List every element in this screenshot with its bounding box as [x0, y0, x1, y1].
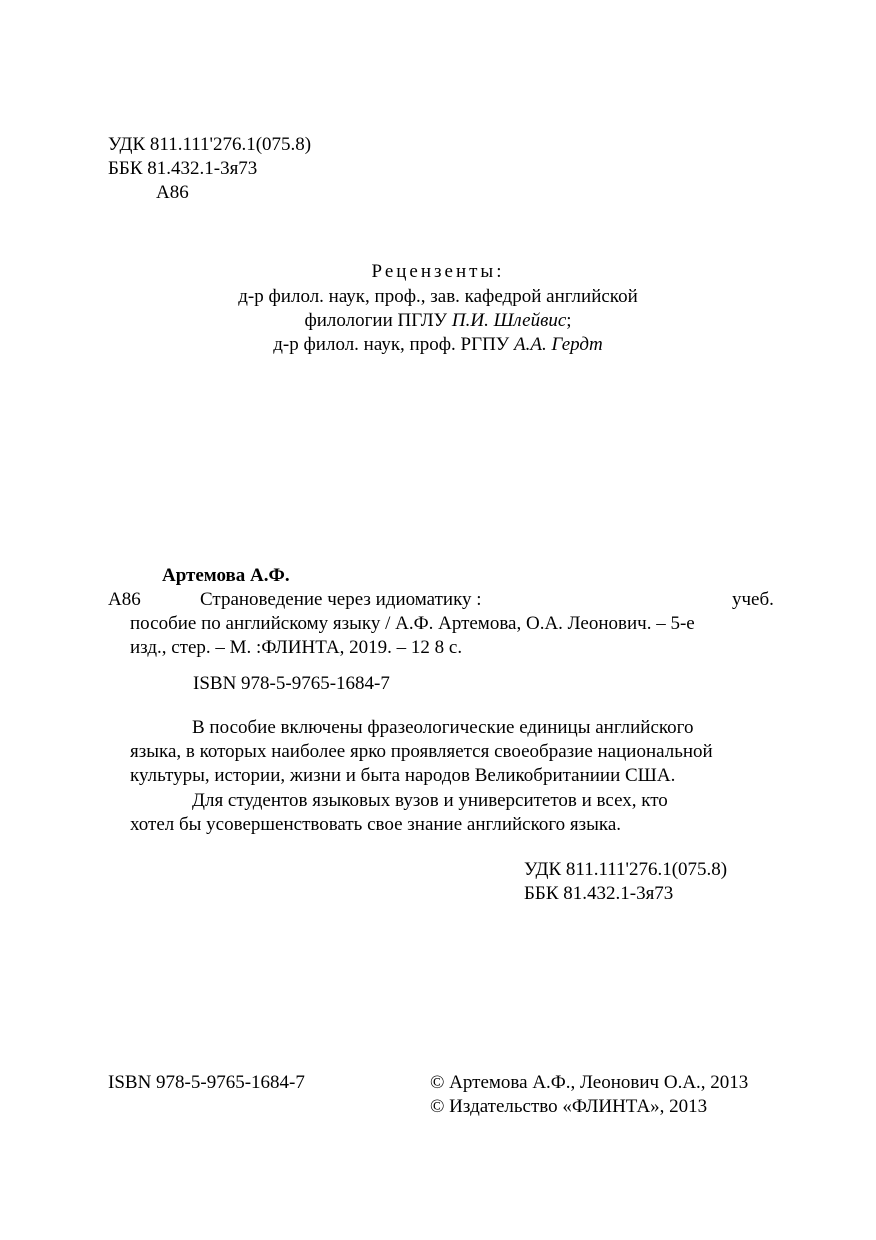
- reviewer-affiliation-2: д-р филол. наук, проф. РГПУ: [273, 334, 515, 355]
- bbk-code-right: ББК 81.432.1-3я73: [524, 883, 674, 904]
- udk-code: УДК 811.111'276.1(075.8): [108, 134, 312, 155]
- copyright-authors: © Артемова А.Ф., Леонович О.А., 2013: [430, 1072, 749, 1093]
- reviewers-title: Рецензенты:: [371, 261, 505, 282]
- author-heading: Артемова А.Ф.: [162, 565, 290, 586]
- copyright-publisher: © Издательство «ФЛИНТА», 2013: [430, 1096, 708, 1117]
- biblio-code: А86: [108, 589, 141, 610]
- reviewer-affiliation-1: филологии ПГЛУ: [304, 310, 452, 331]
- reviewer-separator: ;: [566, 310, 572, 331]
- author-mark: А86: [156, 182, 189, 203]
- reviewer-line-1: д-р филол. наук, проф., зав. кафедрой английской: [238, 286, 638, 307]
- annotation-p1-line-1: В пособие включены фразеологические единицы английского: [192, 717, 694, 738]
- reviewer-name-2: А.А. Гердт: [514, 334, 603, 355]
- annotation-p1-line-2: языка, в которых наиболее ярко проявляется своеобразие национальной: [130, 741, 713, 762]
- annotation-p2-line-1: Для студентов языковых вузов и университетов и всех, кто: [192, 790, 668, 811]
- bbk-code: ББК 81.432.1-3я73: [108, 158, 258, 179]
- biblio-line-3: изд., стер. – М. :ФЛИНТА, 2019. – 12 8 с.: [130, 637, 463, 658]
- biblio-isbn: ISBN 978-5-9765-1684-7: [193, 673, 390, 694]
- reviewer-name-1: П.И. Шлейвис: [451, 310, 567, 331]
- footer-isbn: ISBN 978-5-9765-1684-7: [108, 1072, 305, 1093]
- annotation-p1-line-3: культуры, истории, жизни и быта народов Великобританиии США.: [130, 765, 676, 786]
- annotation-p2-line-2: хотел бы усовершенствовать свое знание английского языка.: [130, 814, 622, 835]
- book-title-end: учеб.: [732, 589, 774, 610]
- book-title: Страноведение через идиоматику :: [200, 589, 482, 610]
- reviewer-line-2: [0, 309, 876, 333]
- udk-code-right: УДК 811.111'276.1(075.8): [524, 859, 728, 880]
- reviewer-line-3: [0, 333, 876, 357]
- biblio-line-2: пособие по английскому языку / А.Ф. Артемова, О.А. Леонович. – 5-е: [130, 613, 695, 634]
